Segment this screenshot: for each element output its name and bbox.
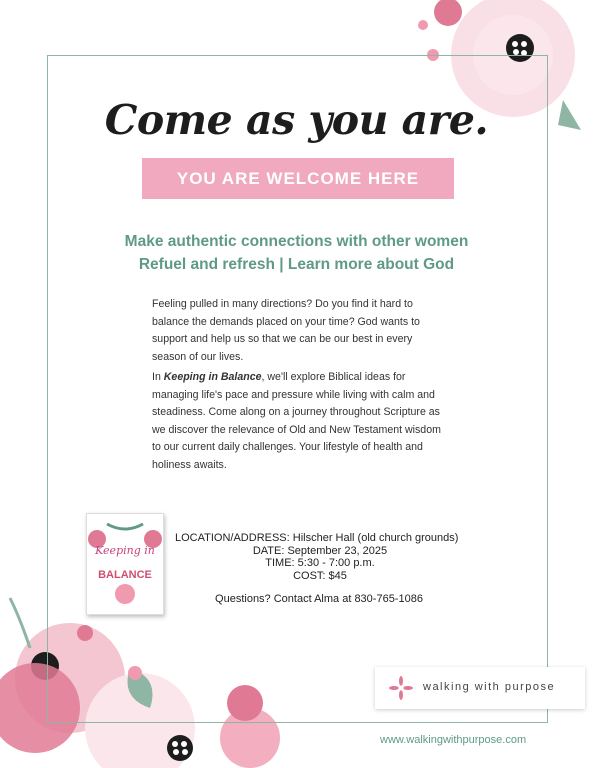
intro-paragraph: Feeling pulled in many directions? Do you find it hard to balance the demands placed on your time? God wants to support and help us so that we can be our best in every season of our lives. (152, 298, 420, 363)
study-title: Keeping in Balance (163, 371, 262, 383)
study-paragraph (152, 369, 448, 475)
study-paragraph-rest: , we'll explore Biblical ideas for managing life's pace and pressure while living with calm and steadiness. Come along on a journey throughout Scripture as we discover the relevance of Old and New Testament wisdom to our current daily challenges. Your lifestyle of health and holiness awaits. (152, 371, 441, 471)
contact-line: Questions? Contact Alma at 830-765-1086 (215, 593, 423, 605)
book-title-caps: BALANCE (98, 569, 152, 581)
flower-logo-icon (389, 676, 413, 700)
website-link[interactable]: www.walkingwithpurpose.com (380, 734, 527, 746)
brand-logo-box (375, 667, 585, 709)
location-line: LOCATION/ADDRESS: Hilscher Hall (old church grounds) (175, 532, 459, 544)
cost-line: COST: $45 (293, 570, 347, 582)
brand-name: walking with purpose (423, 681, 556, 693)
date-line: DATE: September 23, 2025 (252, 545, 388, 557)
headline: Come as you are. (104, 96, 489, 144)
subheading-refuel: Refuel and refresh | Learn more about God (138, 256, 455, 273)
welcome-banner: YOU ARE WELCOME HERE (142, 158, 454, 199)
subheading-connections: Make authentic connections with other women (124, 233, 469, 250)
book-title-script: Keeping in (95, 544, 155, 557)
time-line: TIME: 5:30 - 7:00 p.m. (265, 557, 375, 569)
study-paragraph-prefix: In (152, 371, 164, 383)
